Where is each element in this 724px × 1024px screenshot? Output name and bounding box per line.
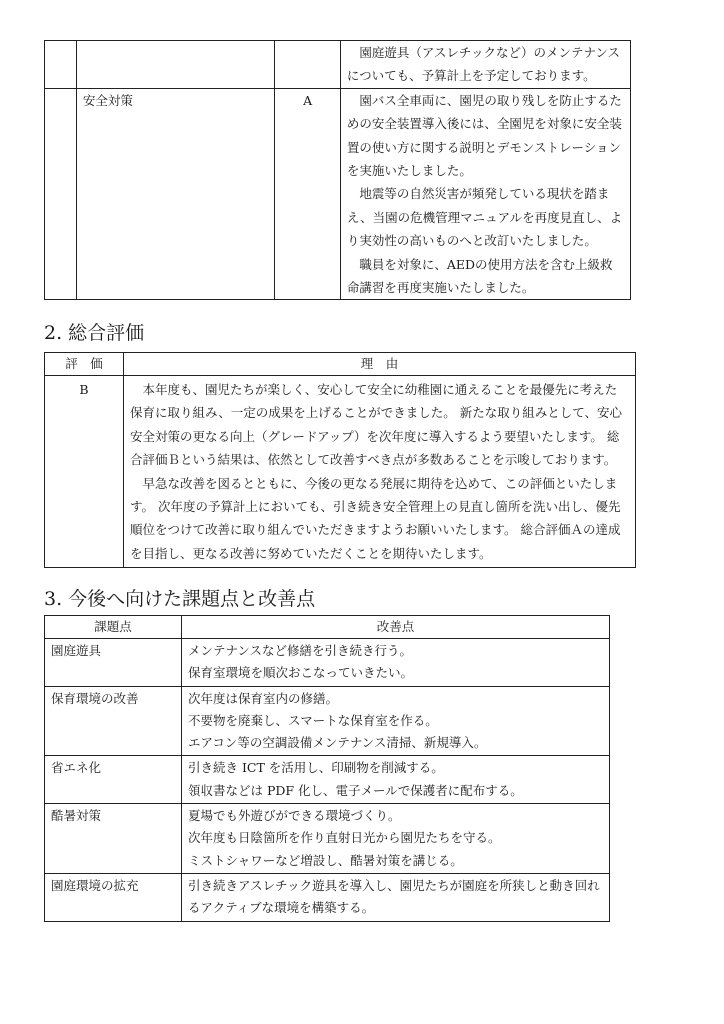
list-item: 次年度は保育室内の修繕。	[188, 690, 339, 706]
issue-cell: 園庭環境の拡充	[45, 873, 182, 921]
issue-cell: 保育環境の改善	[45, 686, 182, 756]
issue-cell: 酷暑対策	[45, 804, 182, 874]
indent-cell	[45, 88, 77, 300]
column-header-reason: 理 由	[124, 353, 636, 376]
description-cell	[340, 41, 630, 89]
paragraph: 早急な改善を図るとともに、今後の更なる発展に期待を込めて、この評価といたします。 次年度の予算計上においても、引き続き安全管理上の見直し箇所を洗い出し、優先順位をつけて改善に取り組んでいただきますようお願いいたします。 総合評価Ａの達成を目指し、更なる改善に努めていただくことを期待いたします。	[130, 475, 621, 561]
list-item: エアコン等の空調設備メンテナンス清掃、新規導入。	[188, 735, 487, 751]
paragraph: 地震等の自然災害が頻発している現状を踏まえ、当園の危機管理マニュアルを再度見直し、より実効性の高いものへと改訂いたしました。	[346, 186, 623, 249]
description-cell	[340, 88, 630, 300]
table-row	[45, 88, 631, 300]
list-item: 引き続き ICT を活用し、印刷物を削減する。	[188, 760, 444, 776]
indent-cell	[45, 41, 77, 89]
table-row	[45, 756, 610, 804]
table-row	[45, 686, 610, 756]
overall-evaluation-table	[44, 352, 636, 568]
list-item: ミストシャワーなど増設し、酷暑対策を講じる。	[188, 852, 463, 868]
list-item: メンテナンスなど修繕を引き続き行う。	[188, 643, 413, 658]
list-item: 引き続きアスレチック遊具を導入し、園児たちが園庭を所狭しと動き回れるアクティブな環境を構築する。	[188, 877, 600, 916]
table-row	[45, 804, 610, 874]
table-row	[45, 41, 631, 89]
list-item: 次年度も日陰箇所を作り直射日光から園児たちを守る。	[188, 830, 501, 846]
grade-cell: B	[45, 376, 124, 568]
paragraph: 園バス全車両に、園児の取り残しを防止するための安全装置導入後には、全園児を対象に安全装置の使い方に関する説明とデモンストレーションを実施いたしました。	[346, 92, 622, 179]
reason-cell	[124, 376, 636, 568]
table-row	[45, 639, 610, 687]
evaluation-table	[44, 40, 631, 300]
improvement-cell	[182, 756, 610, 804]
issues-improvements-table	[44, 615, 610, 922]
item-cell: 安全対策	[76, 88, 275, 300]
list-item: 夏場でも外遊びができる環境づくり。	[188, 808, 401, 824]
improvement-cell	[182, 639, 610, 687]
table-row	[45, 376, 636, 568]
paragraph: 本年度も、園児たちが楽しく、安心して安全に幼稚園に通えることを最優先に考えた保育に取り組み、一定の成果を上げることができました。 新たな取り組みとして、安心安全対策の更なる向上（グレードアップ）を次年度に導入するよう要望いたします。 総合評価Ｂという結果は、依然として改善すべき点が多数あることを示唆しております。	[130, 382, 622, 468]
grade-cell	[275, 41, 340, 89]
paragraph: 職員を対象に、AEDの使用方法を含む上級救命講習を再度実施いたしました。	[346, 256, 613, 296]
table-header-row	[45, 616, 610, 639]
list-item: 領収書などは PDF 化し、電子メールで保護者に配布する。	[188, 782, 523, 798]
item-cell	[76, 41, 275, 89]
section-heading: 3. 今後へ向けた課題点と改善点	[44, 588, 316, 610]
column-header-issue: 課題点	[45, 616, 182, 639]
improvement-cell	[182, 686, 610, 756]
issue-cell: 園庭遊具	[45, 639, 182, 687]
grade-cell: A	[275, 88, 340, 300]
paragraph: 園庭遊具（アスレチックなど）のメンテナンスについても、予算計上を予定しております。	[346, 45, 621, 84]
table-header-row	[45, 353, 636, 376]
section-heading: 2. 総合評価	[44, 322, 145, 344]
list-item: 保育室環境を順次おこなっていきたい。	[188, 665, 414, 681]
column-header-improvement: 改善点	[182, 616, 610, 639]
improvement-cell	[182, 873, 610, 921]
issue-cell: 省エネ化	[45, 756, 182, 804]
improvement-cell	[182, 804, 610, 874]
table-row	[45, 873, 610, 921]
column-header-grade: 評 価	[45, 353, 124, 376]
list-item: 不要物を廃棄し、スマートな保育室を作る。	[188, 712, 438, 728]
